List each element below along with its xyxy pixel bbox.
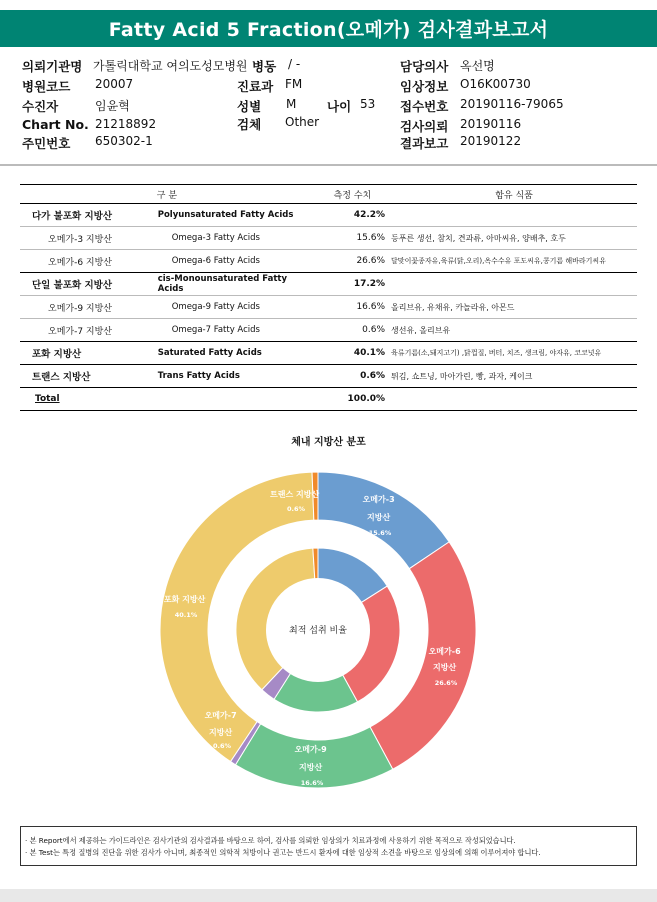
row-value: 0.6% [314,365,391,388]
label-trans: 트랜스 지방산 0.6% [270,490,320,513]
report-value: 20190122 [460,134,522,148]
row-name-ko: 다가 불포화 지방산 [20,204,158,227]
row-value: 17.2% [314,273,391,296]
total-en [158,388,314,411]
chart-center-label: 최적 섭취 비율 [289,626,347,636]
row-name-ko: 오메가-6 지방산 [20,250,158,273]
row-food [391,204,637,227]
doctor-value: 옥선명 [460,59,495,73]
age-value: 53 [360,97,376,111]
dept-label: 진료과 [237,79,274,94]
hospital-value: 가톨릭대학교 여의도성모병원 [93,59,248,73]
table-row [20,273,637,296]
sex-value: M [286,97,297,111]
clinical-value: O16K00730 [460,77,531,91]
row-name-en: Omega-3 Fatty Acids [158,227,314,250]
disclaimer-line: · 본 Report에서 제공하는 가이드라인은 검사기관의 검사결과를 바탕으로 하여, 검사를 의뢰한 임상의가 치료과정에 사용하기 위한 목적으로 작성되었습니다. [25,836,516,845]
total-value: 100.0% [314,388,391,411]
specimen-label: 검체 [237,117,262,132]
table-row [20,227,637,250]
label-omega6: 오메가-6 지방산 26.6% [428,647,461,687]
row-food: 달맞이꽃종자유,육류(닭,오리),옥수수유 포도씨유,콩기름 해바라기씨유 [391,250,637,273]
row-name-ko: 단일 불포화 지방산 [20,273,158,296]
col-header-food: 함유 식품 [391,185,637,204]
row-value: 15.6% [314,227,391,250]
row-name-ko: 트랜스 지방산 [20,365,158,388]
row-value: 16.6% [314,296,391,319]
table-row [20,250,637,273]
request-label: 검사의뢰 [400,119,449,134]
label-omega9: 오메가-9 지방산 16.6% [294,745,327,787]
age-label: 나이 [327,99,352,114]
row-food: 올리브유, 유채유, 카놀라유, 아몬드 [391,296,637,319]
id-label: 주민번호 [22,136,71,151]
doctor-label: 담당의사 [400,59,449,74]
table-row [20,342,637,365]
dept-value: FM [285,77,303,91]
row-value: 26.6% [314,250,391,273]
report-label: 결과보고 [400,136,449,151]
code-value: 20007 [95,77,134,91]
row-name-ko: 오메가-3 지방산 [20,227,158,250]
col-header-value: 측정 수치 [314,185,391,204]
col-header-category: 구 분 [20,185,314,204]
total-label: Total [20,388,158,411]
row-food: 튀김, 쇼트닝, 마아가린, 빵, 과자, 케이크 [391,365,637,388]
patient-value: 임윤혁 [95,99,130,113]
chart-no-value: 21218892 [95,117,157,131]
row-name-ko: 오메가-7 지방산 [20,319,158,342]
table-row-total [20,388,637,411]
row-name-en: Trans Fatty Acids [158,365,314,388]
row-name-en: cis-Monounsaturated Fatty Acids [158,273,314,296]
row-food: 생선유, 올리브유 [391,319,637,342]
chart-no-label: Chart No. [22,117,89,132]
fatty-acid-donut-chart [0,440,657,820]
row-food: 등푸른 생선, 참치, 견과류, 아마씨유, 양배추, 호두 [391,227,637,250]
row-name-ko: 오메가-9 지방산 [20,296,158,319]
row-name-en: Omega-6 Fatty Acids [158,250,314,273]
row-name-en: Polyunsaturated Fatty Acids [158,204,314,227]
chart-title: 체내 지방산 분포 [291,437,366,448]
table-row [20,204,637,227]
request-value: 20190116 [460,117,522,131]
patient-label: 수진자 [22,99,59,114]
row-name-en: Omega-7 Fatty Acids [158,319,314,342]
row-value: 42.2% [314,204,391,227]
specimen-value: Other [285,115,320,129]
label-omega7: 오메가-7 지방산 0.6% [204,711,237,750]
row-food [391,273,637,296]
table-row [20,296,637,319]
sex-label: 성별 [237,99,262,114]
ward-label: 병동 [252,59,277,74]
ward-value: / - [288,57,301,71]
row-value: 40.1% [314,342,391,365]
disclaimer-notes [20,826,637,866]
table-row [20,365,637,388]
footer-band [0,889,657,902]
row-food: 육류기름(소,돼지고기) ,닭껍질, 버터, 치즈, 생크림, 야자유, 코코넛유 [391,342,637,365]
disclaimer-line: · 본 Test는 특정 질병의 진단을 위한 검사가 아니며, 최종적인 의학적 처방이나 권고는 반드시 환자에 대한 임상적 소견을 바탕으로 임상의에 의해 이루어져야 합니다. [25,848,541,857]
row-value: 0.6% [314,319,391,342]
results-table [20,184,637,411]
total-food [391,388,637,411]
row-name-en: Omega-9 Fatty Acids [158,296,314,319]
receipt-value: 20190116-79065 [460,97,564,111]
label-saturated: 포화 지방산 40.1% [163,595,206,619]
code-label: 병원코드 [22,79,71,94]
hospital-label: 의뢰기관명 [22,59,83,74]
clinical-label: 임상정보 [400,79,449,94]
id-value: 650302-1 [95,134,153,148]
table-row [20,319,637,342]
row-name-en: Saturated Fatty Acids [158,342,314,365]
header-divider [0,164,657,166]
receipt-label: 접수번호 [400,99,449,114]
label-omega3: 오메가-3 지방산 15.6% [362,495,395,537]
row-name-ko: 포화 지방산 [20,342,158,365]
report-title: Fatty Acid 5 Fraction(오메가) 검사결과보고서 [0,10,657,47]
